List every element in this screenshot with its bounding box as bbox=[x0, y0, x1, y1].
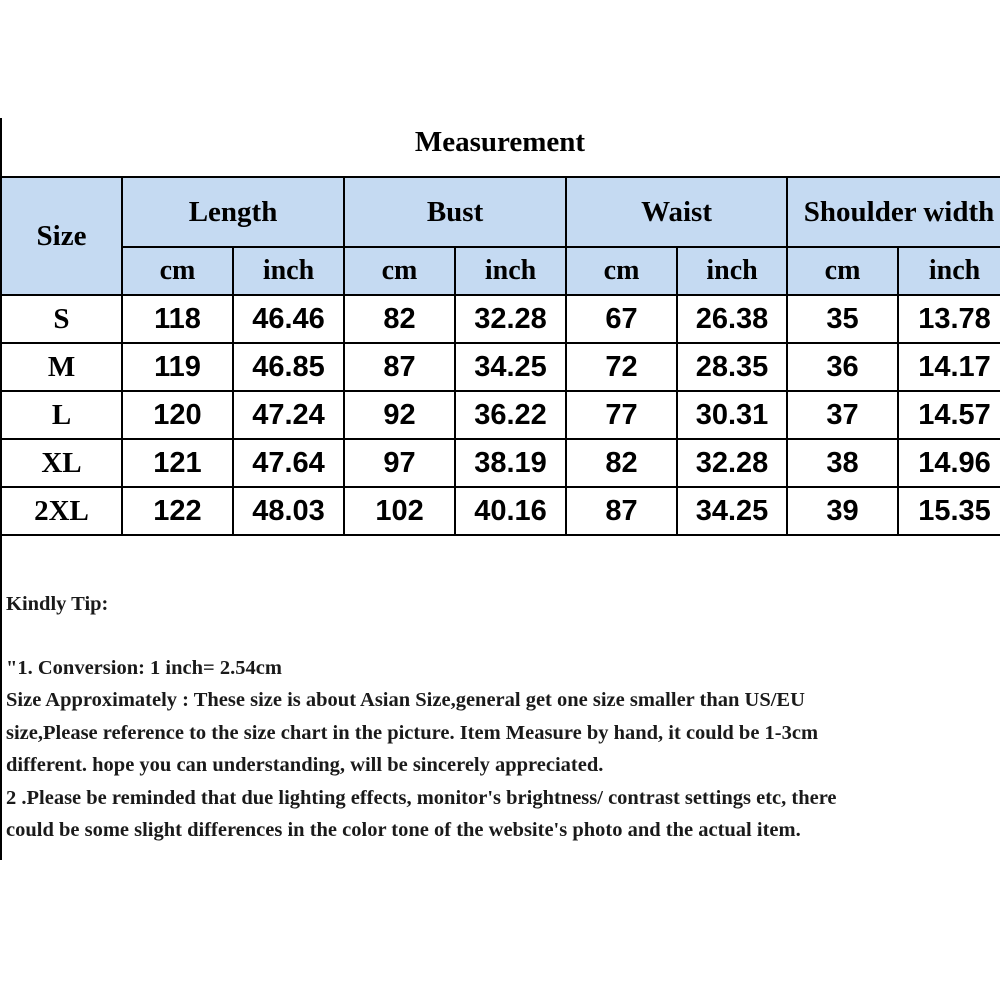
table-cell: 47.64 bbox=[233, 439, 344, 487]
table-cell: 14.57 bbox=[898, 391, 1000, 439]
table-cell: 37 bbox=[787, 391, 898, 439]
unit-cell: inch bbox=[455, 247, 566, 295]
table-row bbox=[1, 487, 1000, 535]
table-row bbox=[1, 343, 1000, 391]
table-cell: 121 bbox=[122, 439, 233, 487]
table-cell: 40.16 bbox=[455, 487, 566, 535]
header-waist: Waist bbox=[566, 177, 787, 247]
unit-cell: inch bbox=[898, 247, 1000, 295]
table-cell: 102 bbox=[344, 487, 455, 535]
table-cell: 67 bbox=[566, 295, 677, 343]
table-cell: 118 bbox=[122, 295, 233, 343]
header-length: Length bbox=[122, 177, 344, 247]
unit-cell: inch bbox=[233, 247, 344, 295]
unit-cell: inch bbox=[677, 247, 787, 295]
table-cell: 46.85 bbox=[233, 343, 344, 391]
table-unit-row bbox=[1, 247, 1000, 295]
header-size: Size bbox=[1, 177, 122, 295]
table-row bbox=[1, 295, 1000, 343]
table-cell: 36 bbox=[787, 343, 898, 391]
table-cell: 120 bbox=[122, 391, 233, 439]
table-cell: 82 bbox=[344, 295, 455, 343]
table-cell: 14.17 bbox=[898, 343, 1000, 391]
table-cell: 15.35 bbox=[898, 487, 1000, 535]
table-cell: 97 bbox=[344, 439, 455, 487]
table-cell: 35 bbox=[787, 295, 898, 343]
unit-cell: cm bbox=[566, 247, 677, 295]
tip-line: 2 .Please be reminded that due lighting effects, monitor's brightness/ contrast settings etc, there bbox=[6, 786, 837, 809]
table-cell: 119 bbox=[122, 343, 233, 391]
table-cell: 87 bbox=[566, 487, 677, 535]
page-title: Measurement bbox=[414, 126, 586, 158]
tip-line: Size Approximately : These size is about Asian Size,general get one size smaller than US/EU bbox=[6, 689, 805, 711]
table-cell: 92 bbox=[344, 391, 455, 439]
tip-line: could be some slight differences in the color tone of the website's photo and the actual item. bbox=[6, 819, 801, 841]
table-cell: 77 bbox=[566, 391, 677, 439]
unit-cell: cm bbox=[344, 247, 455, 295]
table-cell: 38.19 bbox=[455, 439, 566, 487]
size-label: S bbox=[1, 295, 122, 343]
table-cell: 26.38 bbox=[677, 295, 787, 343]
table-cell: 32.28 bbox=[455, 295, 566, 343]
table-header-row bbox=[1, 177, 1000, 247]
table-cell: 32.28 bbox=[677, 439, 787, 487]
table-cell: 48.03 bbox=[233, 487, 344, 535]
table-cell: 38 bbox=[787, 439, 898, 487]
table-cell: 14.96 bbox=[898, 439, 1000, 487]
header-bust: Bust bbox=[344, 177, 566, 247]
tip-line: size,Please reference to the size chart in the picture. Item Measure by hand, it could be 1-3cm bbox=[6, 721, 819, 744]
size-label: XL bbox=[1, 439, 122, 487]
table-cell: 47.24 bbox=[233, 391, 344, 439]
tip-line: "1. Conversion: 1 inch= 2.54cm bbox=[6, 656, 282, 679]
table-cell: 122 bbox=[122, 487, 233, 535]
table-cell: 87 bbox=[344, 343, 455, 391]
table-cell: 72 bbox=[566, 343, 677, 391]
table-cell: 28.35 bbox=[677, 343, 787, 391]
header-shoulder-width: Shoulder width bbox=[787, 177, 1000, 247]
size-label: L bbox=[1, 391, 122, 439]
size-label: M bbox=[1, 343, 122, 391]
table-cell: 34.25 bbox=[677, 487, 787, 535]
kindly-tips bbox=[6, 588, 996, 847]
table-cell: 30.31 bbox=[677, 391, 787, 439]
table-cell: 36.22 bbox=[455, 391, 566, 439]
table-cell: 39 bbox=[787, 487, 898, 535]
unit-cell: cm bbox=[122, 247, 233, 295]
table-cell: 34.25 bbox=[455, 343, 566, 391]
tips-heading: Kindly Tip: bbox=[6, 593, 109, 615]
table-cell: 46.46 bbox=[233, 295, 344, 343]
unit-cell: cm bbox=[787, 247, 898, 295]
table-cell: 13.78 bbox=[898, 295, 1000, 343]
table-cell: 82 bbox=[566, 439, 677, 487]
table-row bbox=[1, 439, 1000, 487]
table-row bbox=[1, 391, 1000, 439]
size-label: 2XL bbox=[1, 487, 122, 535]
tip-line: different. hope you can understanding, will be sincerely appreciated. bbox=[6, 754, 604, 776]
size-chart-table bbox=[0, 176, 1000, 536]
